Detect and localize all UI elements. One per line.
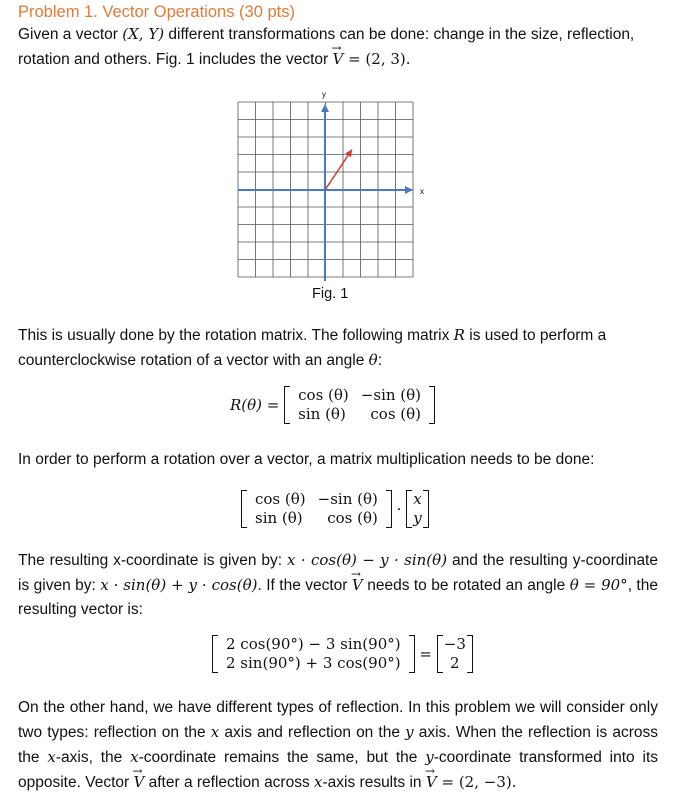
vector-symbol: → V <box>133 770 144 794</box>
matrix-multiplication-equation: cos (θ) −sin (θ) sin (θ) cos (θ) · x y <box>241 490 429 528</box>
figure-caption: Fig. 1 <box>312 286 349 302</box>
xy-column-vector: x y <box>406 490 428 528</box>
rotation-matrix: cos (θ) −sin (θ) sin (θ) cos (θ) <box>284 386 435 424</box>
result-paragraph: The resulting x-coordinate is given by: x · cos(θ) − y · sin(θ) and the resulting y-coordinate is given by: x · sin(θ) + y · cos(θ). If the vector → V needs to be rotated an angle θ = 90°, the resulting vector is: <box>18 548 658 622</box>
x-axis-label: x <box>420 187 424 196</box>
problem-title: Problem 1. Vector Operations (30 pts) <box>18 3 295 21</box>
vector-symbol: → V <box>332 47 343 71</box>
rotated-vector: −3 2 <box>437 635 473 673</box>
rotation-matrix-2: cos (θ) −sin (θ) sin (θ) cos (θ) <box>241 490 392 528</box>
rotation-matrix-equation: R(θ) = cos (θ) −sin (θ) sin (θ) cos (θ) <box>230 386 435 424</box>
multiplication-paragraph: In order to perform a rotation over a vector, a matrix multiplication needs to be done: <box>18 451 595 468</box>
vector-v-arrowhead <box>345 150 352 158</box>
rotation-result-equation: 2 cos(90°) − 3 sin(90°) 2 sin(90°) + 3 cos(90°) = −3 2 <box>212 635 473 673</box>
rotation-expression-matrix: 2 cos(90°) − 3 sin(90°) 2 sin(90°) + 3 cos(90°) <box>212 635 415 673</box>
figure-vector-grid <box>235 88 455 283</box>
reflection-paragraph: On the other hand, we have different types of reflection. In this problem we will consider only two types: reflection on the x axis and reflection on the y axis. When the reflection is across the x-axis, the x-coordinate remains the same, but the y-coordinate transformed into its opposite. Vector → V after a reflection across x-axis results in → V = (2, −3). <box>18 696 658 795</box>
rotation-intro-paragraph: This is usually done by the rotation matrix. The following matrix R is used to perform a counterclockwise rotation of a vector with an angle θ: <box>18 326 607 369</box>
vector-symbol: → V <box>352 573 363 597</box>
y-axis-label: y <box>322 90 326 99</box>
x-axis-arrow <box>405 186 413 194</box>
vector-symbol: → V <box>426 770 437 794</box>
y-axis-arrow <box>321 104 329 112</box>
vector-v-line <box>325 150 352 191</box>
intro-paragraph: Given a vector (X, Y) different transformations can be done: change in the size, reflection, rotation and others. Fig. 1 includes the vector → V = (2, 3). <box>18 22 658 72</box>
